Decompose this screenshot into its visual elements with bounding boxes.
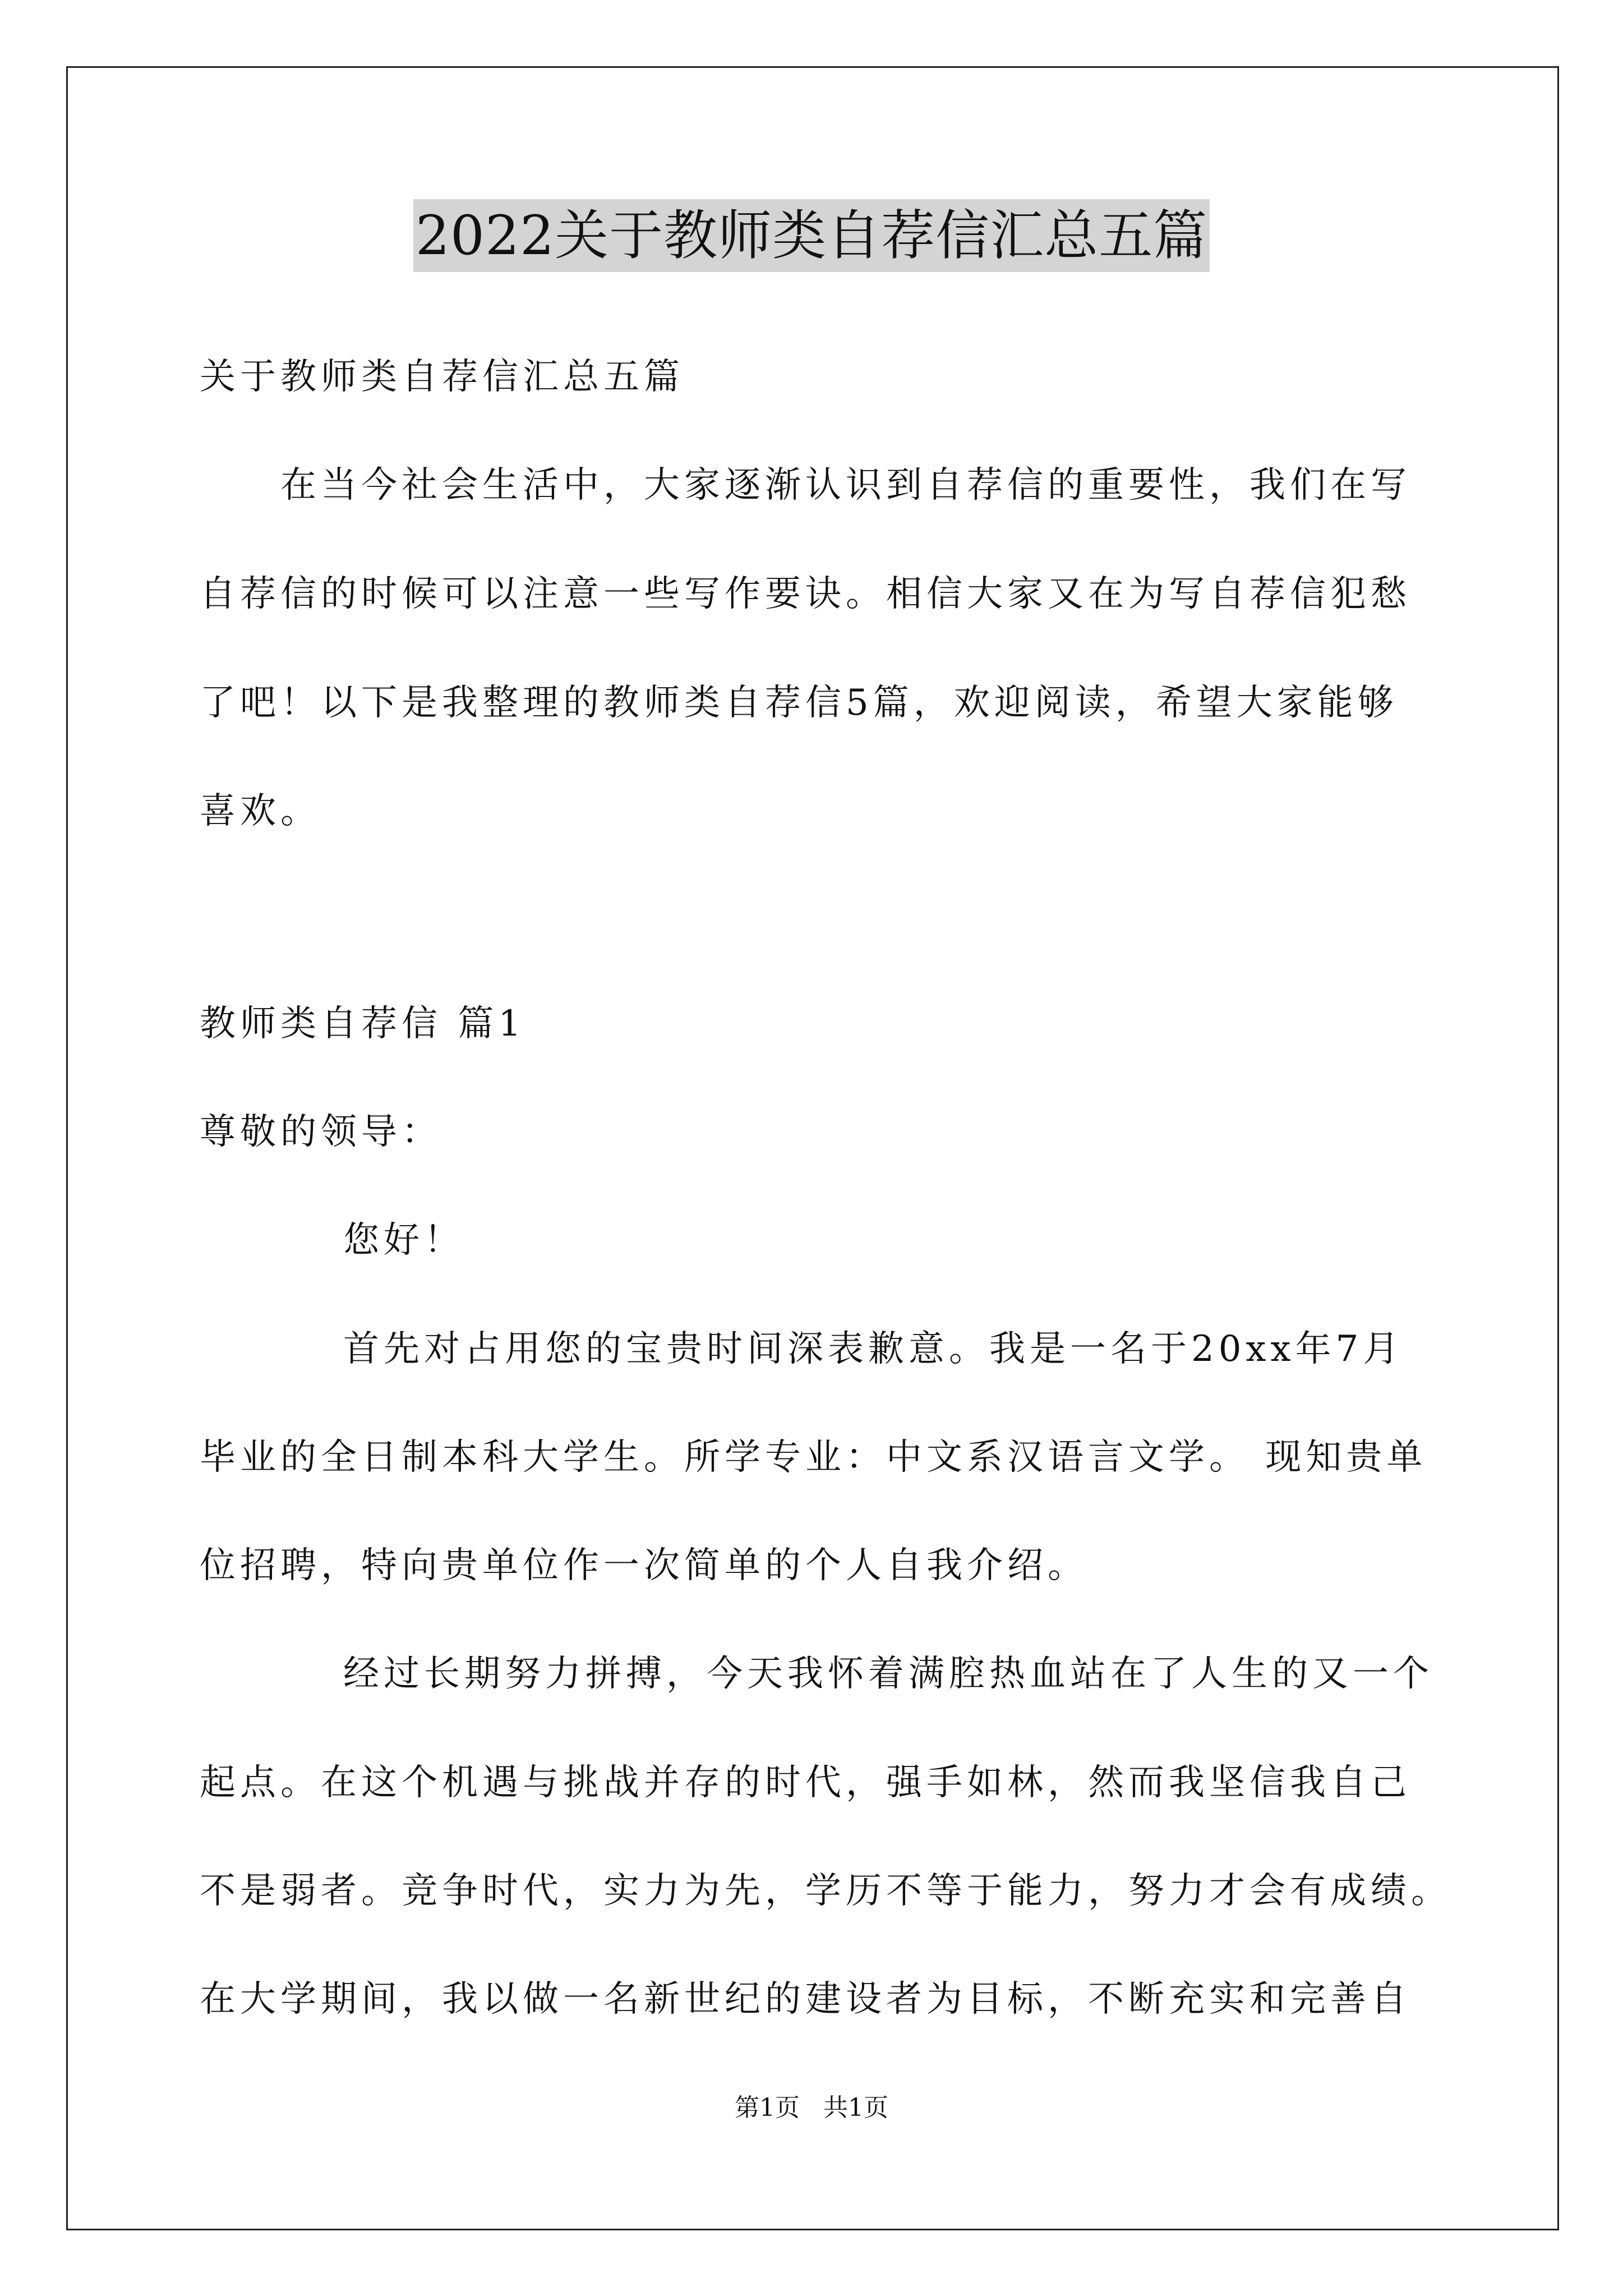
paragraph2-line-3: 不是弱者。竞争时代，实力为先，学历不等于能力，努力才会有成绩。 xyxy=(200,1870,1451,1912)
paragraph2-line-1: 经过长期努力拼搏，今天我怀着满腔热血站在了人生的又一个 xyxy=(343,1653,1433,1695)
paragraph1-line-1: 首先对占用您的宝贵时间深表歉意。我是一名于20xx年7月 xyxy=(343,1328,1404,1370)
document-subtitle: 关于教师类自荐信汇总五篇 xyxy=(200,356,684,398)
intro-line-4: 喜欢。 xyxy=(200,790,321,832)
page-footer: 第1页 共1页 xyxy=(735,2093,888,2122)
paragraph1-line-3: 位招聘，特向贵单位作一次简单的个人自我介绍。 xyxy=(200,1545,1088,1586)
salutation: 尊敬的领导： xyxy=(200,1111,442,1153)
paragraph2-line-4: 在大学期间，我以做一名新世纪的建设者为目标，不断充实和完善自 xyxy=(200,1978,1411,2020)
intro-line-2: 自荐信的时候可以注意一些写作要诀。相信大家又在为写自荐信犯愁 xyxy=(200,573,1411,615)
document-title: 2022关于教师类自荐信汇总五篇 xyxy=(413,199,1210,272)
section-heading: 教师类自荐信 篇1 xyxy=(200,1003,526,1045)
title-container xyxy=(0,199,1623,272)
paragraph1-line-2: 毕业的全日制本科大学生。所学专业：中文系汉语言文学。 现知贵单 xyxy=(200,1437,1427,1478)
intro-line-1: 在当今社会生活中，大家逐渐认识到自荐信的重要性，我们在写 xyxy=(280,464,1411,506)
intro-line-3: 了吧！以下是我整理的教师类自荐信5篇，欢迎阅读，希望大家能够 xyxy=(200,682,1398,724)
paragraph2-line-2: 起点。在这个机遇与挑战并存的时代，强手如林，然而我坚信我自己 xyxy=(200,1762,1411,1803)
greeting: 您好！ xyxy=(343,1220,464,1261)
